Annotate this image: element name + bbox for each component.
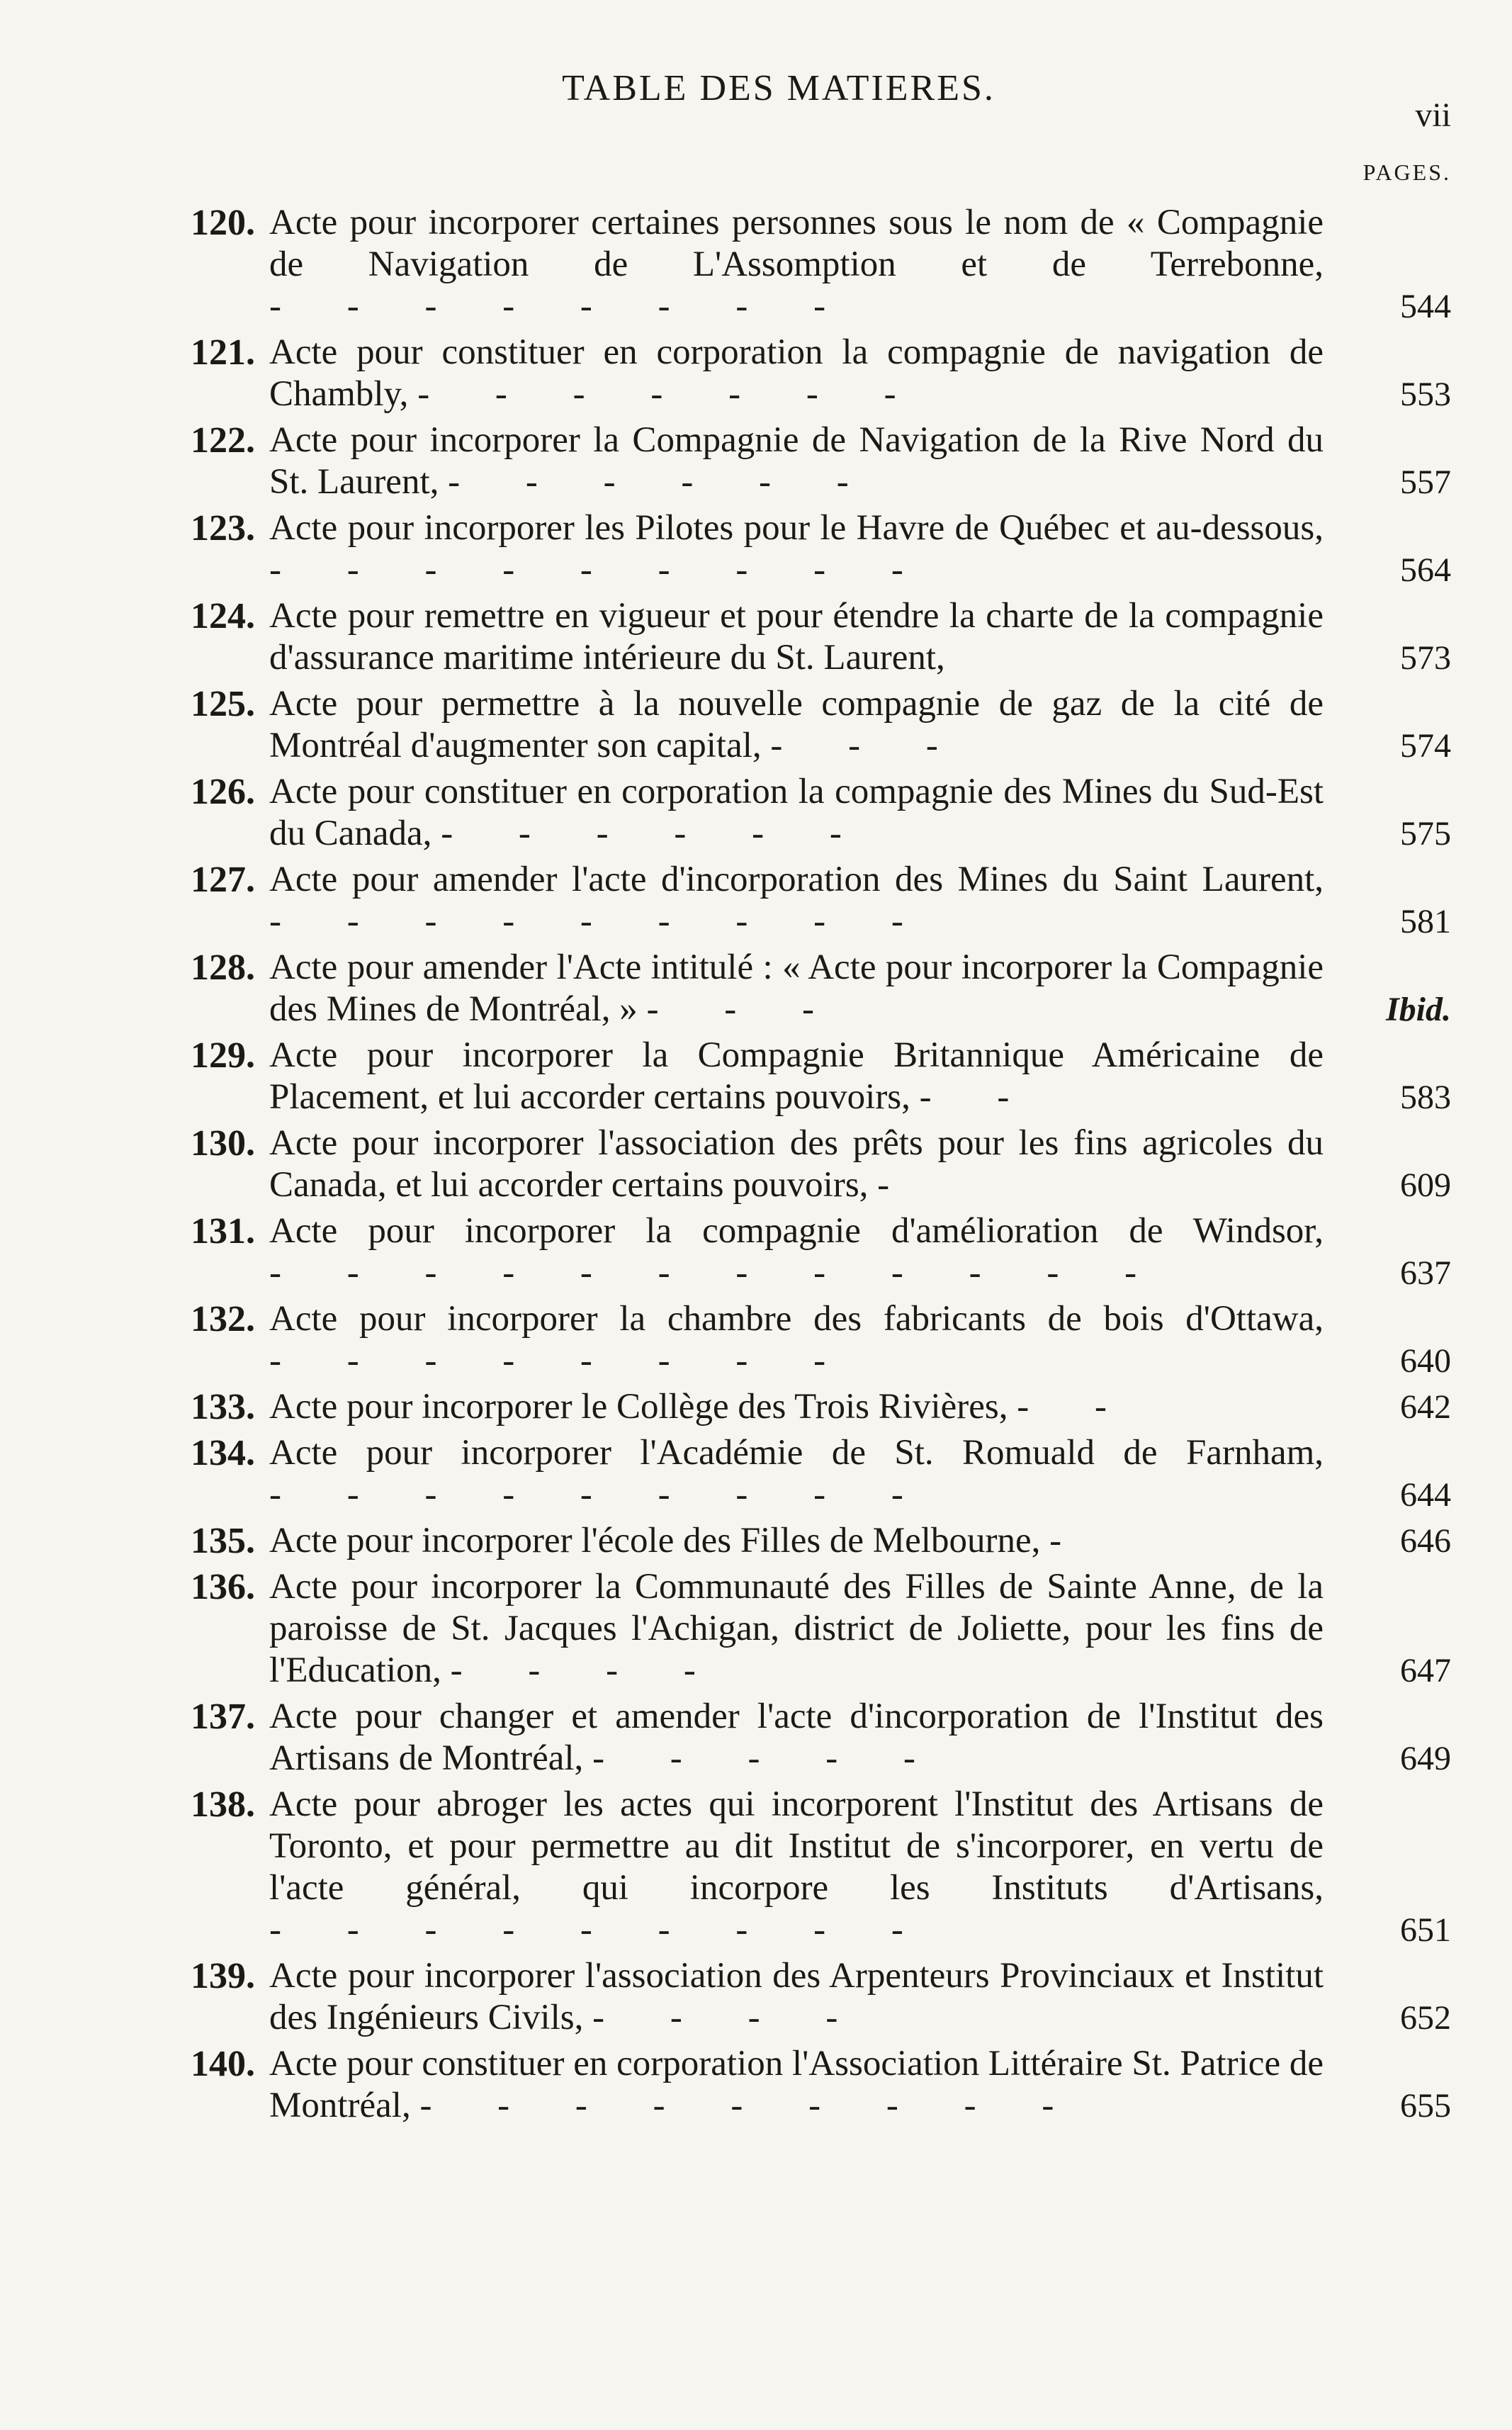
toc-entry — [106, 1432, 1451, 1516]
toc-entry — [106, 1566, 1451, 1692]
entry-title — [269, 859, 1345, 943]
toc-entry — [106, 683, 1451, 767]
dot-leaders: - - - - - - — [448, 462, 877, 502]
running-title: TABLE DES MATIERES. — [562, 68, 995, 108]
entry-body — [269, 595, 1451, 679]
toc-entry — [106, 420, 1451, 503]
dot-leaders: - - - - - - - - - — [269, 550, 932, 590]
entry-body — [269, 947, 1451, 1030]
entry-title-text: Acte pour permettre à la nouvelle compagnie de gaz de la cité de Montréal d'augmenter son capital, — [269, 684, 1324, 765]
dot-leaders: - — [877, 1165, 918, 1205]
dot-leaders: - - - - — [592, 1998, 867, 2037]
toc-entry — [106, 1955, 1451, 2039]
entry-number: 126. — [191, 772, 255, 812]
entry-page-number: 553 — [1400, 376, 1451, 413]
entry-page-number: 564 — [1400, 551, 1451, 589]
entry-title — [269, 1298, 1345, 1382]
toc-entry — [106, 507, 1451, 591]
entry-page-number: 575 — [1400, 815, 1451, 853]
entry-body — [269, 1298, 1451, 1382]
entry-title-text: Acte pour incorporer l'association des Arpenteurs Provinciaux et Institut des Ingénieurs Civils, — [269, 1956, 1324, 2037]
entry-page-number: 642 — [1400, 1388, 1451, 1426]
page-number: vii — [1415, 96, 1451, 134]
entry-title — [269, 1386, 1345, 1428]
entry-body — [269, 1784, 1451, 1951]
table-of-contents — [106, 202, 1451, 2127]
entry-title-text: Acte pour abroger les actes qui incorporent l'Institut des Artisans de Toronto, et pour permettre au dit Institut de s'incorporer, en vertu de l'acte général, qui incorpore les Instituts d'Artisans, — [269, 1784, 1324, 1908]
entry-title — [269, 683, 1345, 767]
dot-leaders: - - - - - - - - - — [269, 901, 932, 941]
entry-title — [269, 1432, 1345, 1516]
entry-title-text: Acte pour incorporer certaines personnes sous le nom de « Compagnie de Navigation de L'Assomption et de Terrebonne, — [269, 203, 1324, 284]
toc-entry — [106, 771, 1451, 855]
entry-page-number: 649 — [1400, 1740, 1451, 1777]
entry-title-text: Acte pour incorporer l'école des Filles de Melbourne, — [269, 1521, 1041, 1560]
entry-page-number: 640 — [1400, 1342, 1451, 1380]
dot-leaders: - - - — [646, 989, 843, 1029]
entry-number: 132. — [191, 1299, 255, 1339]
pages-column-label: PAGES. — [1363, 159, 1451, 185]
entry-page-number: 583 — [1400, 1079, 1451, 1116]
entry-title — [269, 1566, 1345, 1692]
entry-title — [269, 947, 1345, 1030]
entry-page-number: 644 — [1400, 1476, 1451, 1514]
dot-leaders: - - - - - - - - - — [269, 1475, 932, 1514]
entry-body — [269, 683, 1451, 767]
entry-body — [269, 1432, 1451, 1516]
dot-leaders: - - - - - - - - - — [419, 2086, 1083, 2125]
entry-title-text: Acte pour incorporer l'association des prêts pour les fins agricoles du Canada, et lui accorder certains pouvoirs, — [269, 1123, 1324, 1205]
entry-page-number: Ibid. — [1385, 991, 1451, 1028]
entry-title-text: Acte pour incorporer la compagnie d'amélioration de Windsor, — [269, 1211, 1324, 1251]
toc-entry — [106, 1784, 1451, 1951]
entry-body — [269, 771, 1451, 855]
entry-number: 139. — [191, 1956, 255, 1996]
toc-entry — [106, 1123, 1451, 1206]
entry-title — [269, 332, 1345, 415]
entry-number: 127. — [191, 860, 255, 900]
entry-title — [269, 2043, 1345, 2127]
entry-number: 135. — [191, 1521, 255, 1561]
entry-page-number: 609 — [1400, 1166, 1451, 1204]
toc-entry — [106, 1035, 1451, 1118]
entry-title — [269, 1123, 1345, 1206]
dot-leaders: - - — [1017, 1387, 1135, 1427]
entry-number: 134. — [191, 1433, 255, 1473]
entry-page-number: 647 — [1400, 1652, 1451, 1689]
toc-entry — [106, 1386, 1451, 1428]
toc-entry — [106, 332, 1451, 415]
entry-number: 129. — [191, 1035, 255, 1076]
dot-leaders: - - - - - - - - — [269, 286, 854, 326]
entry-body — [269, 1123, 1451, 1206]
entry-title-text: Acte pour constituer en corporation la compagnie des Mines du Sud-Est du Canada, — [269, 772, 1324, 853]
toc-entry — [106, 1298, 1451, 1382]
entry-title — [269, 507, 1345, 591]
entry-title-text: Acte pour remettre en vigueur et pour étendre la charte de la compagnie d'assurance maritime intérieure du St. Laurent, — [269, 596, 1324, 677]
dot-leaders: - - — [919, 1077, 1038, 1117]
entry-number: 133. — [191, 1387, 255, 1427]
entry-body — [269, 332, 1451, 415]
entry-title — [269, 771, 1345, 855]
entry-title — [269, 420, 1345, 503]
entry-title-text: Acte pour incorporer l'Académie de St. Romuald de Farnham, — [269, 1433, 1324, 1473]
entry-title — [269, 1784, 1345, 1951]
entry-title — [269, 1955, 1345, 2039]
entry-page-number: 574 — [1400, 727, 1451, 765]
entry-body — [269, 507, 1451, 591]
dot-leaders: - — [1049, 1521, 1090, 1560]
entry-page-number: 651 — [1400, 1911, 1451, 1949]
entry-number: 128. — [191, 947, 255, 988]
entry-number: 125. — [191, 684, 255, 724]
entry-body — [269, 1696, 1451, 1779]
entry-number: 138. — [191, 1784, 255, 1825]
page-header — [106, 67, 1451, 134]
entry-title — [269, 1035, 1345, 1118]
entry-title-text: Acte pour amender l'Acte intitulé : « Acte pour incorporer la Compagnie des Mines de Montréal, » — [269, 947, 1324, 1029]
entry-page-number: 655 — [1400, 2087, 1451, 2125]
entry-number: 123. — [191, 508, 255, 549]
toc-entry — [106, 2043, 1451, 2127]
entry-title — [269, 1210, 1345, 1294]
entry-number: 120. — [191, 203, 255, 243]
entry-title-text: Acte pour constituer en corporation l'Association Littéraire St. Patrice de Montréal, — [269, 2044, 1324, 2125]
entry-page-number: 581 — [1400, 903, 1451, 940]
entry-title-text: Acte pour incorporer la Compagnie de Navigation de la Rive Nord du St. Laurent, — [269, 420, 1324, 502]
entry-title-text: Acte pour incorporer la Compagnie Britannique Américaine de Placement, et lui accorder certains pouvoirs, — [269, 1035, 1324, 1117]
entry-body — [269, 1955, 1451, 2039]
toc-entry — [106, 202, 1451, 327]
dot-leaders: - - - - - - - — [417, 374, 925, 414]
entry-title — [269, 1520, 1345, 1562]
entry-body — [269, 1566, 1451, 1692]
entry-body — [269, 1035, 1451, 1118]
entry-page-number: 573 — [1400, 639, 1451, 677]
entry-number: 130. — [191, 1123, 255, 1164]
entry-title — [269, 595, 1345, 679]
entry-title-text: Acte pour changer et amender l'acte d'incorporation de l'Institut des Artisans de Montréal, — [269, 1697, 1324, 1778]
entry-page-number: 544 — [1400, 288, 1451, 325]
entry-title-text: Acte pour incorporer la chambre des fabricants de bois d'Ottawa, — [269, 1299, 1324, 1339]
toc-entry — [106, 595, 1451, 679]
entry-body — [269, 420, 1451, 503]
dot-leaders: - - - - — [450, 1650, 724, 1690]
entry-body — [269, 1520, 1451, 1562]
entry-number: 124. — [191, 596, 255, 636]
toc-entry — [106, 1696, 1451, 1779]
entry-body — [269, 202, 1451, 327]
entry-page-number: 652 — [1400, 1999, 1451, 2037]
entry-number: 137. — [191, 1697, 255, 1737]
entry-number: 136. — [191, 1567, 255, 1607]
toc-entry — [106, 1520, 1451, 1562]
entry-title-text: Acte pour amender l'acte d'incorporation des Mines du Saint Laurent, — [269, 860, 1324, 899]
entry-page-number: 637 — [1400, 1254, 1451, 1292]
dot-leaders: - - - - - - - - - - - - — [269, 1253, 1166, 1293]
entry-title-text: Acte pour constituer en corporation la compagnie de navigation de Chambly, — [269, 332, 1324, 414]
entry-title — [269, 202, 1345, 327]
dot-leaders: - - - - - - - - — [269, 1341, 854, 1380]
entry-body — [269, 1210, 1451, 1294]
toc-entry — [106, 947, 1451, 1030]
entry-number: 121. — [191, 332, 255, 373]
dot-leaders: - - - - - - — [441, 814, 870, 853]
entry-title — [269, 1696, 1345, 1779]
entry-title-text: Acte pour incorporer le Collège des Trois Rivières, — [269, 1387, 1008, 1427]
entry-number: 140. — [191, 2044, 255, 2084]
toc-entry — [106, 859, 1451, 943]
dot-leaders: - - - - - — [592, 1738, 944, 1778]
entry-body — [269, 2043, 1451, 2127]
entry-title-text: Acte pour incorporer les Pilotes pour le Havre de Québec et au-dessous, — [269, 508, 1324, 548]
toc-entry — [106, 1210, 1451, 1294]
entry-page-number: 646 — [1400, 1522, 1451, 1560]
dot-leaders: - - - - - - - - - — [269, 1910, 932, 1950]
entry-body — [269, 1386, 1451, 1428]
entry-page-number: 557 — [1400, 463, 1451, 501]
entry-number: 122. — [191, 420, 255, 461]
entry-number: 131. — [191, 1211, 255, 1251]
dot-leaders: - - - — [770, 726, 966, 765]
entry-body — [269, 859, 1451, 943]
entry-title-text: Acte pour incorporer la Communauté des Filles de Sainte Anne, de la paroisse de St. Jacques l'Achigan, district de Joliette, pour les fins de l'Education, — [269, 1567, 1324, 1690]
